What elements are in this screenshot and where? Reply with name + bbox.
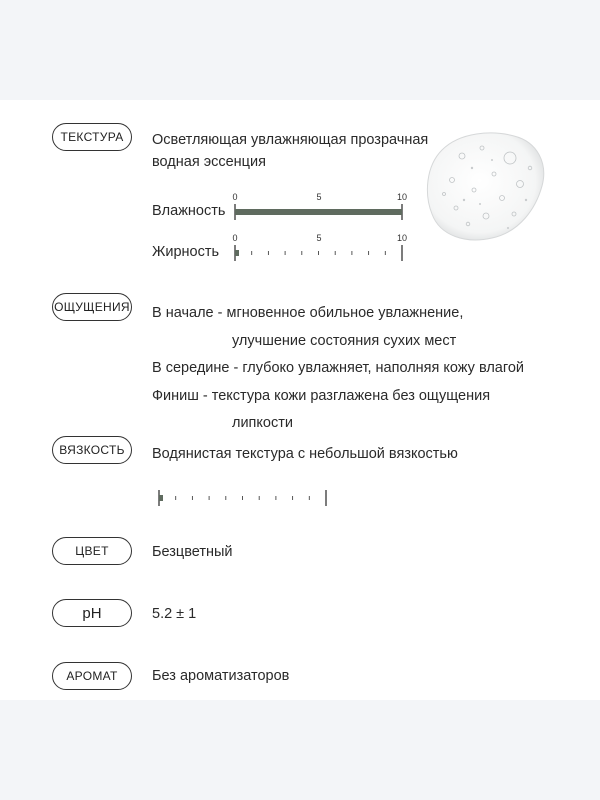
- feel-line3: В середине - глубоко увлажняет, наполняя кожу влагой: [152, 360, 524, 376]
- ph-tag: [52, 599, 132, 627]
- feel-line2: улучшение состояния сухих мест: [232, 333, 457, 349]
- feel-tag: [52, 293, 132, 321]
- feel-line5: липкости: [232, 415, 293, 431]
- moisture-fill: [235, 209, 402, 215]
- viscosity-ticks: [159, 490, 326, 506]
- moisture-scale-mid: 5: [316, 192, 322, 202]
- moisture-scale-max: 10: [396, 192, 408, 202]
- oiliness-scale-min: 0: [232, 233, 238, 243]
- ph-tag-label: pH: [82, 604, 102, 622]
- texture-description-line2: водная эссенция: [152, 154, 266, 170]
- color-tag-label: ЦВЕТ: [75, 544, 109, 558]
- viscosity-tag-label: ВЯЗКОСТЬ: [59, 443, 125, 457]
- oiliness-scale-max: 10: [396, 233, 408, 243]
- water-drop-icon: [422, 128, 552, 246]
- feel-line1: В начале - мгновенное обильное увлажнение,: [152, 305, 464, 321]
- viscosity-fill: [159, 495, 163, 501]
- viscosity-description: Водянистая текстура с небольшой вязкостью: [152, 446, 458, 462]
- color-tag: [52, 537, 132, 565]
- aroma-tag: [52, 662, 132, 690]
- aroma-tag-label: АРОМАТ: [66, 669, 118, 683]
- viscosity-gauge: [152, 480, 334, 508]
- viscosity-tag: [52, 436, 132, 464]
- color-value: Безцветный: [152, 544, 233, 560]
- ph-value: 5.2 ± 1: [152, 606, 197, 622]
- oiliness-scale-mid: 5: [316, 233, 322, 243]
- oiliness-fill: [235, 250, 239, 256]
- oiliness-label: Жирность: [152, 244, 220, 260]
- texture-description-line1: Осветляющая увлажняющая прозрачная: [152, 132, 429, 148]
- feel-tag-label: ОЩУЩЕНИЯ: [54, 300, 130, 314]
- moisture-gauge: [228, 190, 410, 222]
- texture-tag: [52, 123, 132, 151]
- oiliness-ticks: [235, 245, 402, 261]
- oiliness-gauge: [228, 231, 410, 263]
- aroma-value: Без ароматизаторов: [152, 668, 290, 684]
- texture-tag-label: ТЕКСТУРА: [60, 130, 124, 144]
- feel-line4: Финиш - текстура кожи разглажена без ощущения: [152, 388, 491, 404]
- moisture-label: Влажность: [152, 203, 226, 219]
- moisture-scale-min: 0: [232, 192, 238, 202]
